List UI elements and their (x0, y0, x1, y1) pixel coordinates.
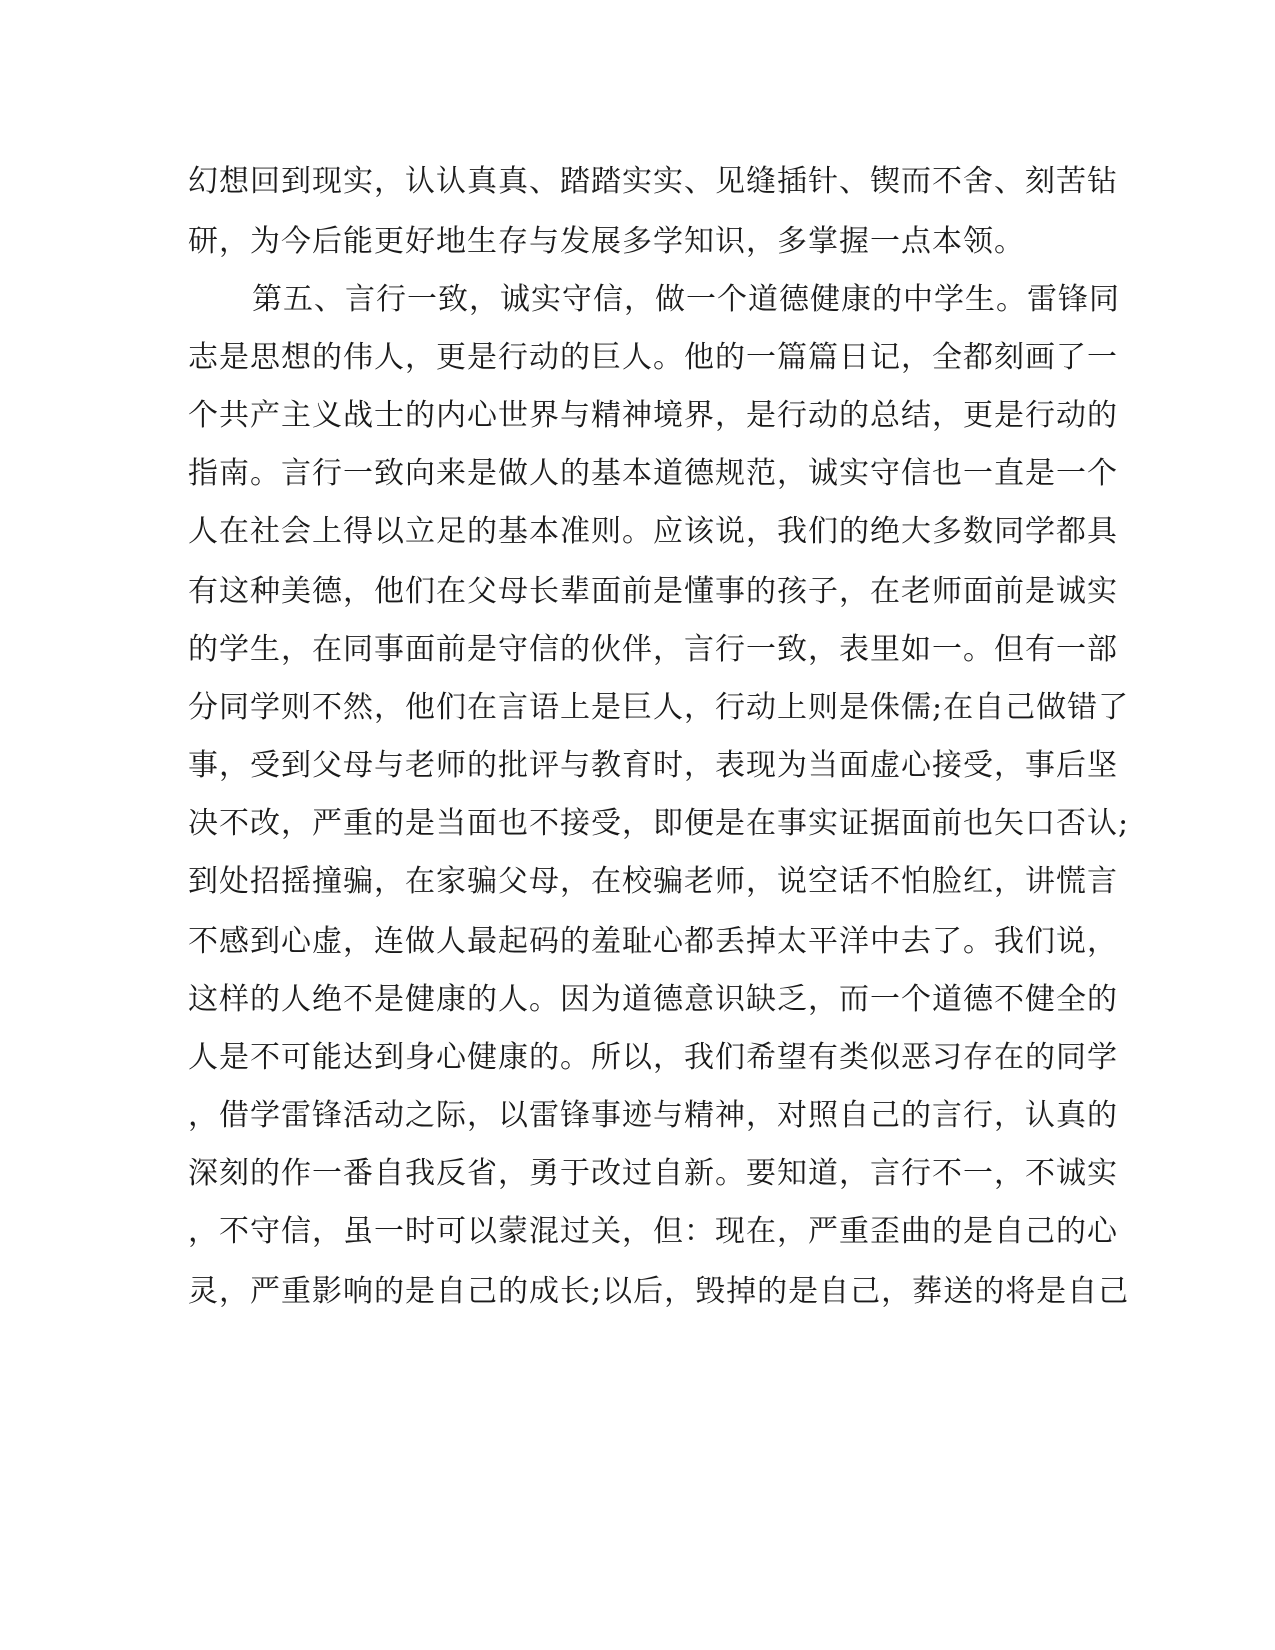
text-line: ，借学雷锋活动之际，以雷锋事迹与精神，对照自己的言行，认真的 (188, 1098, 1118, 1133)
text-line: 事，受到父母与老师的批评与教育时，表现为当面虚心接受，事后坚 (188, 748, 1118, 783)
text-line: ，不守信，虽一时可以蒙混过关，但：现在，严重歪曲的是自己的心 (188, 1214, 1118, 1249)
text-line: 人是不可能达到身心健康的。所以，我们希望有类似恶习存在的同学 (188, 1040, 1118, 1075)
text-line: 到处招摇撞骗，在家骗父母，在校骗老师，说空话不怕脸红，讲慌言 (188, 864, 1118, 899)
text-line: 不感到心虚，连做人最起码的羞耻心都丢掉太平洋中去了。我们说， (188, 924, 1118, 959)
text-line: 人在社会上得以立足的基本准则。应该说，我们的绝大多数同学都具 (188, 514, 1118, 549)
text-line: 指南。言行一致向来是做人的基本道德规范，诚实守信也一直是一个 (188, 456, 1118, 491)
text-line: 研，为今后能更好地生存与发展多学知识，多掌握一点本领。 (188, 224, 1025, 259)
text-line: 决不改，严重的是当面也不接受，即便是在事实证据面前也矢口否认; (188, 806, 1130, 841)
text-line: 个共产主义战士的内心世界与精神境界，是行动的总结，更是行动的 (188, 398, 1118, 433)
text-line: 志是思想的伟人，更是行动的巨人。他的一篇篇日记，全都刻画了一 (188, 340, 1118, 375)
text-line: 的学生，在同事面前是守信的伙伴，言行一致，表里如一。但有一部 (188, 632, 1118, 667)
text-line: 这样的人绝不是健康的人。因为道德意识缺乏，而一个道德不健全的 (188, 982, 1118, 1017)
text-line: 分同学则不然，他们在言语上是巨人，行动上则是侏儒;在自己做错了 (188, 690, 1130, 725)
paragraph-start-line: 第五、言行一致，诚实守信，做一个道德健康的中学生。雷锋同 (252, 282, 1120, 317)
text-line: 灵，严重影响的是自己的成长;以后，毁掉的是自己，葬送的将是自己 (188, 1274, 1130, 1309)
text-line: 有这种美德，他们在父母长辈面前是懂事的孩子，在老师面前是诚实 (188, 574, 1118, 609)
text-line: 深刻的作一番自我反省，勇于改过自新。要知道，言行不一，不诚实 (188, 1156, 1118, 1191)
text-line: 幻想回到现实，认认真真、踏踏实实、见缝插针、锲而不舍、刻苦钻 (188, 164, 1118, 199)
